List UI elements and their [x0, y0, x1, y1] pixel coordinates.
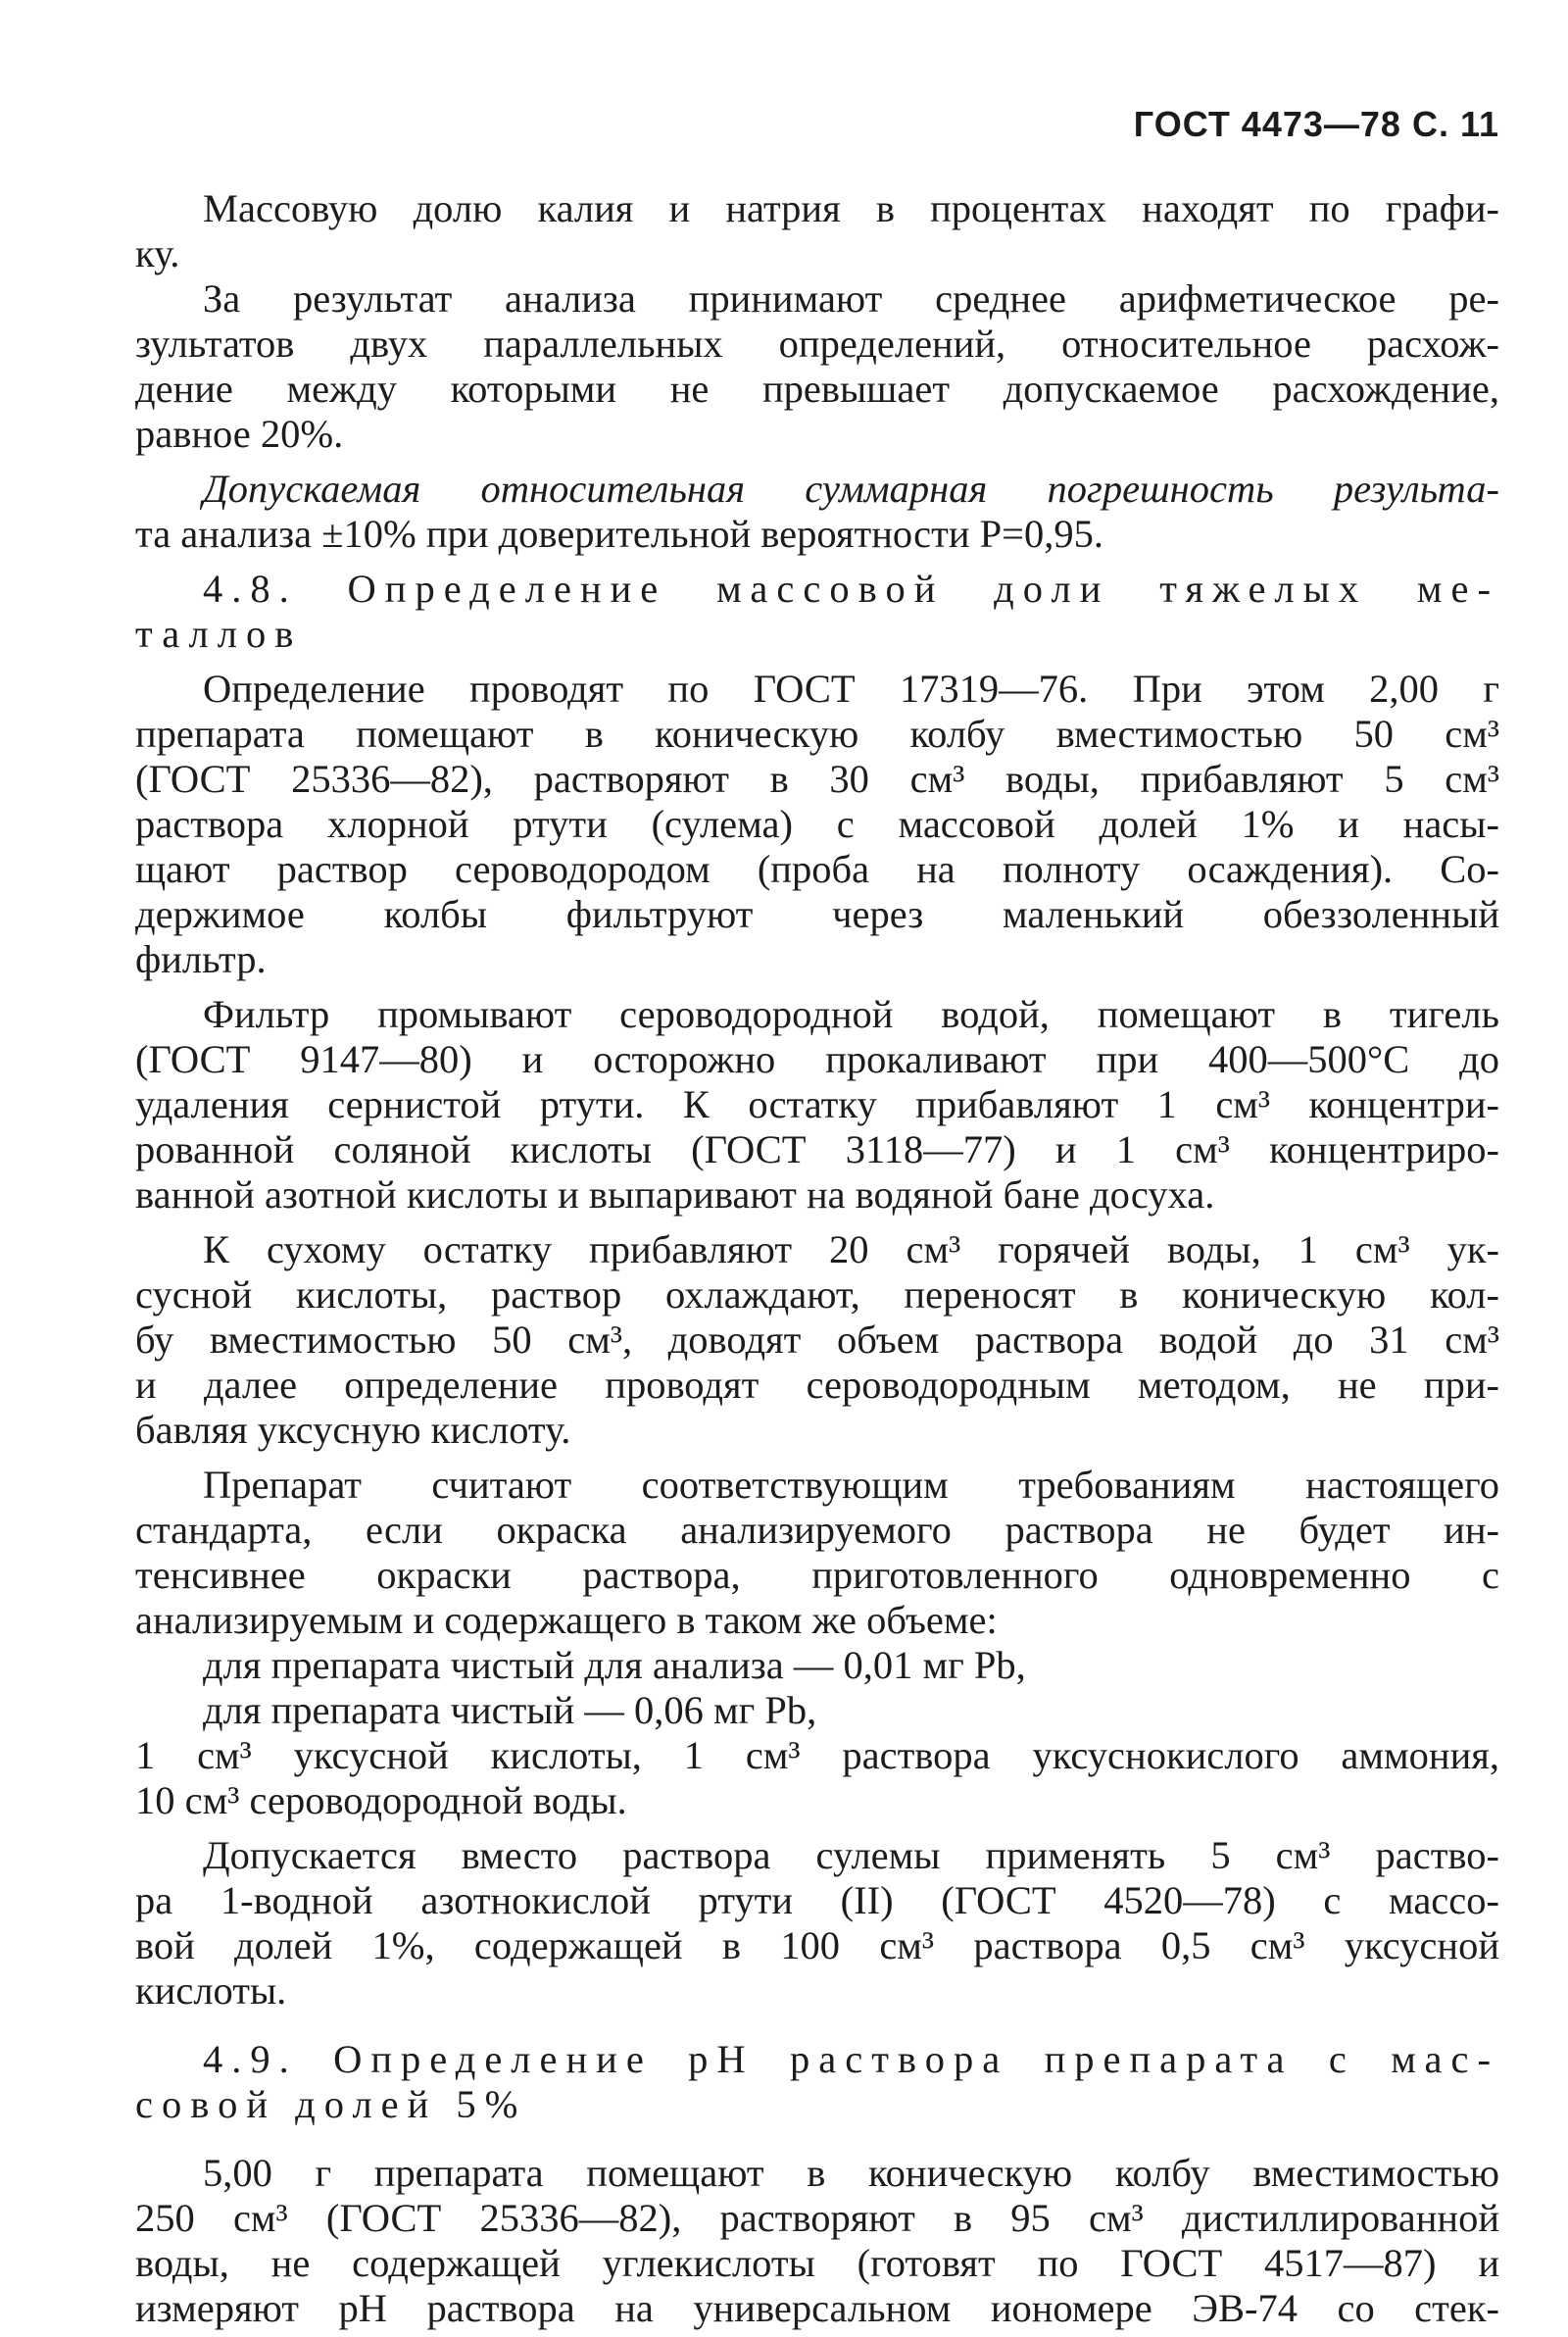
text-line: рованной соляной кислоты (ГОСТ 3118—77) и 1 см³ концентриро- — [135, 1127, 1499, 1171]
text-line: 5,00 г препарата помещают в коническую колбу вместимостью — [203, 2151, 1499, 2195]
document-body — [135, 186, 1499, 2331]
text-line: За результат анализа принимают среднее арифметическое ре- — [203, 276, 1499, 321]
section-heading: 4.9. Определение pH раствора препарата с мас- — [203, 2037, 1499, 2081]
text-line: Массовую долю калия и натрия в процентах находят по графи- — [203, 186, 1499, 230]
text-line: фильтр. — [135, 937, 267, 981]
text-line: (ГОСТ 9147—80) и осторожно прокаливают при 400—500°С до — [135, 1037, 1499, 1081]
text-line: ку. — [135, 231, 180, 275]
text-line: равное 20%. — [135, 412, 344, 456]
text-line: стандарта, если окраска анализируемого раствора не будет ин- — [135, 1508, 1499, 1552]
text-line: зультатов двух параллельных определений, относительное расхож- — [135, 322, 1499, 366]
text-line: бавляя уксусную кислоту. — [135, 1408, 571, 1452]
text-line: тенсивнее окраски раствора, приготовленного одновременно с — [135, 1553, 1499, 1597]
text-line: препарата помещают в коническую колбу вместимостью 50 см³ — [135, 712, 1499, 756]
text-line: раствора хлорной ртути (сулема) с массовой долей 1% и насы- — [135, 802, 1499, 846]
text-line: Препарат считают соответствующим требованиям настоящего — [203, 1463, 1499, 1507]
text-line: ра 1-водной азотнокислой ртути (II) (ГОСТ 4520—78) с массо- — [135, 1878, 1499, 1922]
text-line: и далее определение проводят сероводородным методом, не при- — [135, 1363, 1499, 1407]
text-line: (ГОСТ 25336—82), растворяют в 30 см³ воды, прибавляют 5 см³ — [135, 757, 1499, 801]
text-line: воды, не содержащей углекислоты (готовят по ГОСТ 4517—87) и — [135, 2241, 1499, 2285]
section-heading: совой долей 5% — [135, 2082, 527, 2126]
text-line: измеряют pH раствора на универсальном иономере ЭВ-74 со стек- — [135, 2286, 1499, 2330]
text-line: держимое колбы фильтруют через маленький обеззоленный — [135, 892, 1499, 936]
section-heading: 4.8. Определение массовой доли тяжелых ме- — [203, 567, 1499, 611]
list-item: для препарата чистый для анализа — 0,01 мг Pb, — [203, 1643, 1026, 1687]
text-line: Допускается вместо раствора сулемы применять 5 см³ раство- — [203, 1833, 1499, 1877]
text-line: кислоты. — [135, 1968, 287, 2013]
section-heading: таллов — [135, 612, 303, 656]
text-line: ванной азотной кислоты и выпаривают на водяной бане досуха. — [135, 1172, 1215, 1217]
text-line: Фильтр промывают сероводородной водой, помещают в тигель — [203, 992, 1499, 1036]
text-line: щают раствор сероводородом (проба на полноту осаждения). Со- — [135, 847, 1499, 891]
text-line: удаления сернистой ртути. К остатку прибавляют 1 см³ концентри- — [135, 1082, 1499, 1126]
text-line: сусной кислоты, раствор охлаждают, переносят в коническую кол- — [135, 1272, 1499, 1317]
text-line: Допускаемая относительная суммарная погрешность результа- — [203, 467, 1499, 511]
text-line: К сухому остатку прибавляют 20 см³ горячей воды, 1 см³ ук- — [203, 1227, 1499, 1271]
text-line: 1 см³ уксусной кислоты, 1 см³ раствора уксуснокислого аммония, — [135, 1733, 1499, 1777]
text-line: анализируемым и содержащего в таком же объеме: — [135, 1598, 998, 1642]
text-line: бу вместимостью 50 см³, доводят объем раствора водой до 31 см³ — [135, 1318, 1499, 1362]
text-line: вой долей 1%, содержащей в 100 см³ раствора 0,5 см³ уксусной — [135, 1923, 1499, 1967]
text-line: 250 см³ (ГОСТ 25336—82), растворяют в 95 см³ дистиллированной — [135, 2196, 1499, 2240]
text-line: та анализа ±10% при доверительной вероятности P=0,95. — [135, 512, 1103, 556]
text-line: дение между которыми не превышает допускаемое расхождение, — [135, 367, 1499, 411]
text-line: 10 см³ сероводородной воды. — [135, 1778, 627, 1822]
page-header: ГОСТ 4473—78 С. 11 — [1133, 104, 1499, 144]
list-item: для препарата чистый — 0,06 мг Pb, — [203, 1688, 817, 1732]
text-line: Определение проводят по ГОСТ 17319—76. При этом 2,00 г — [203, 667, 1499, 711]
